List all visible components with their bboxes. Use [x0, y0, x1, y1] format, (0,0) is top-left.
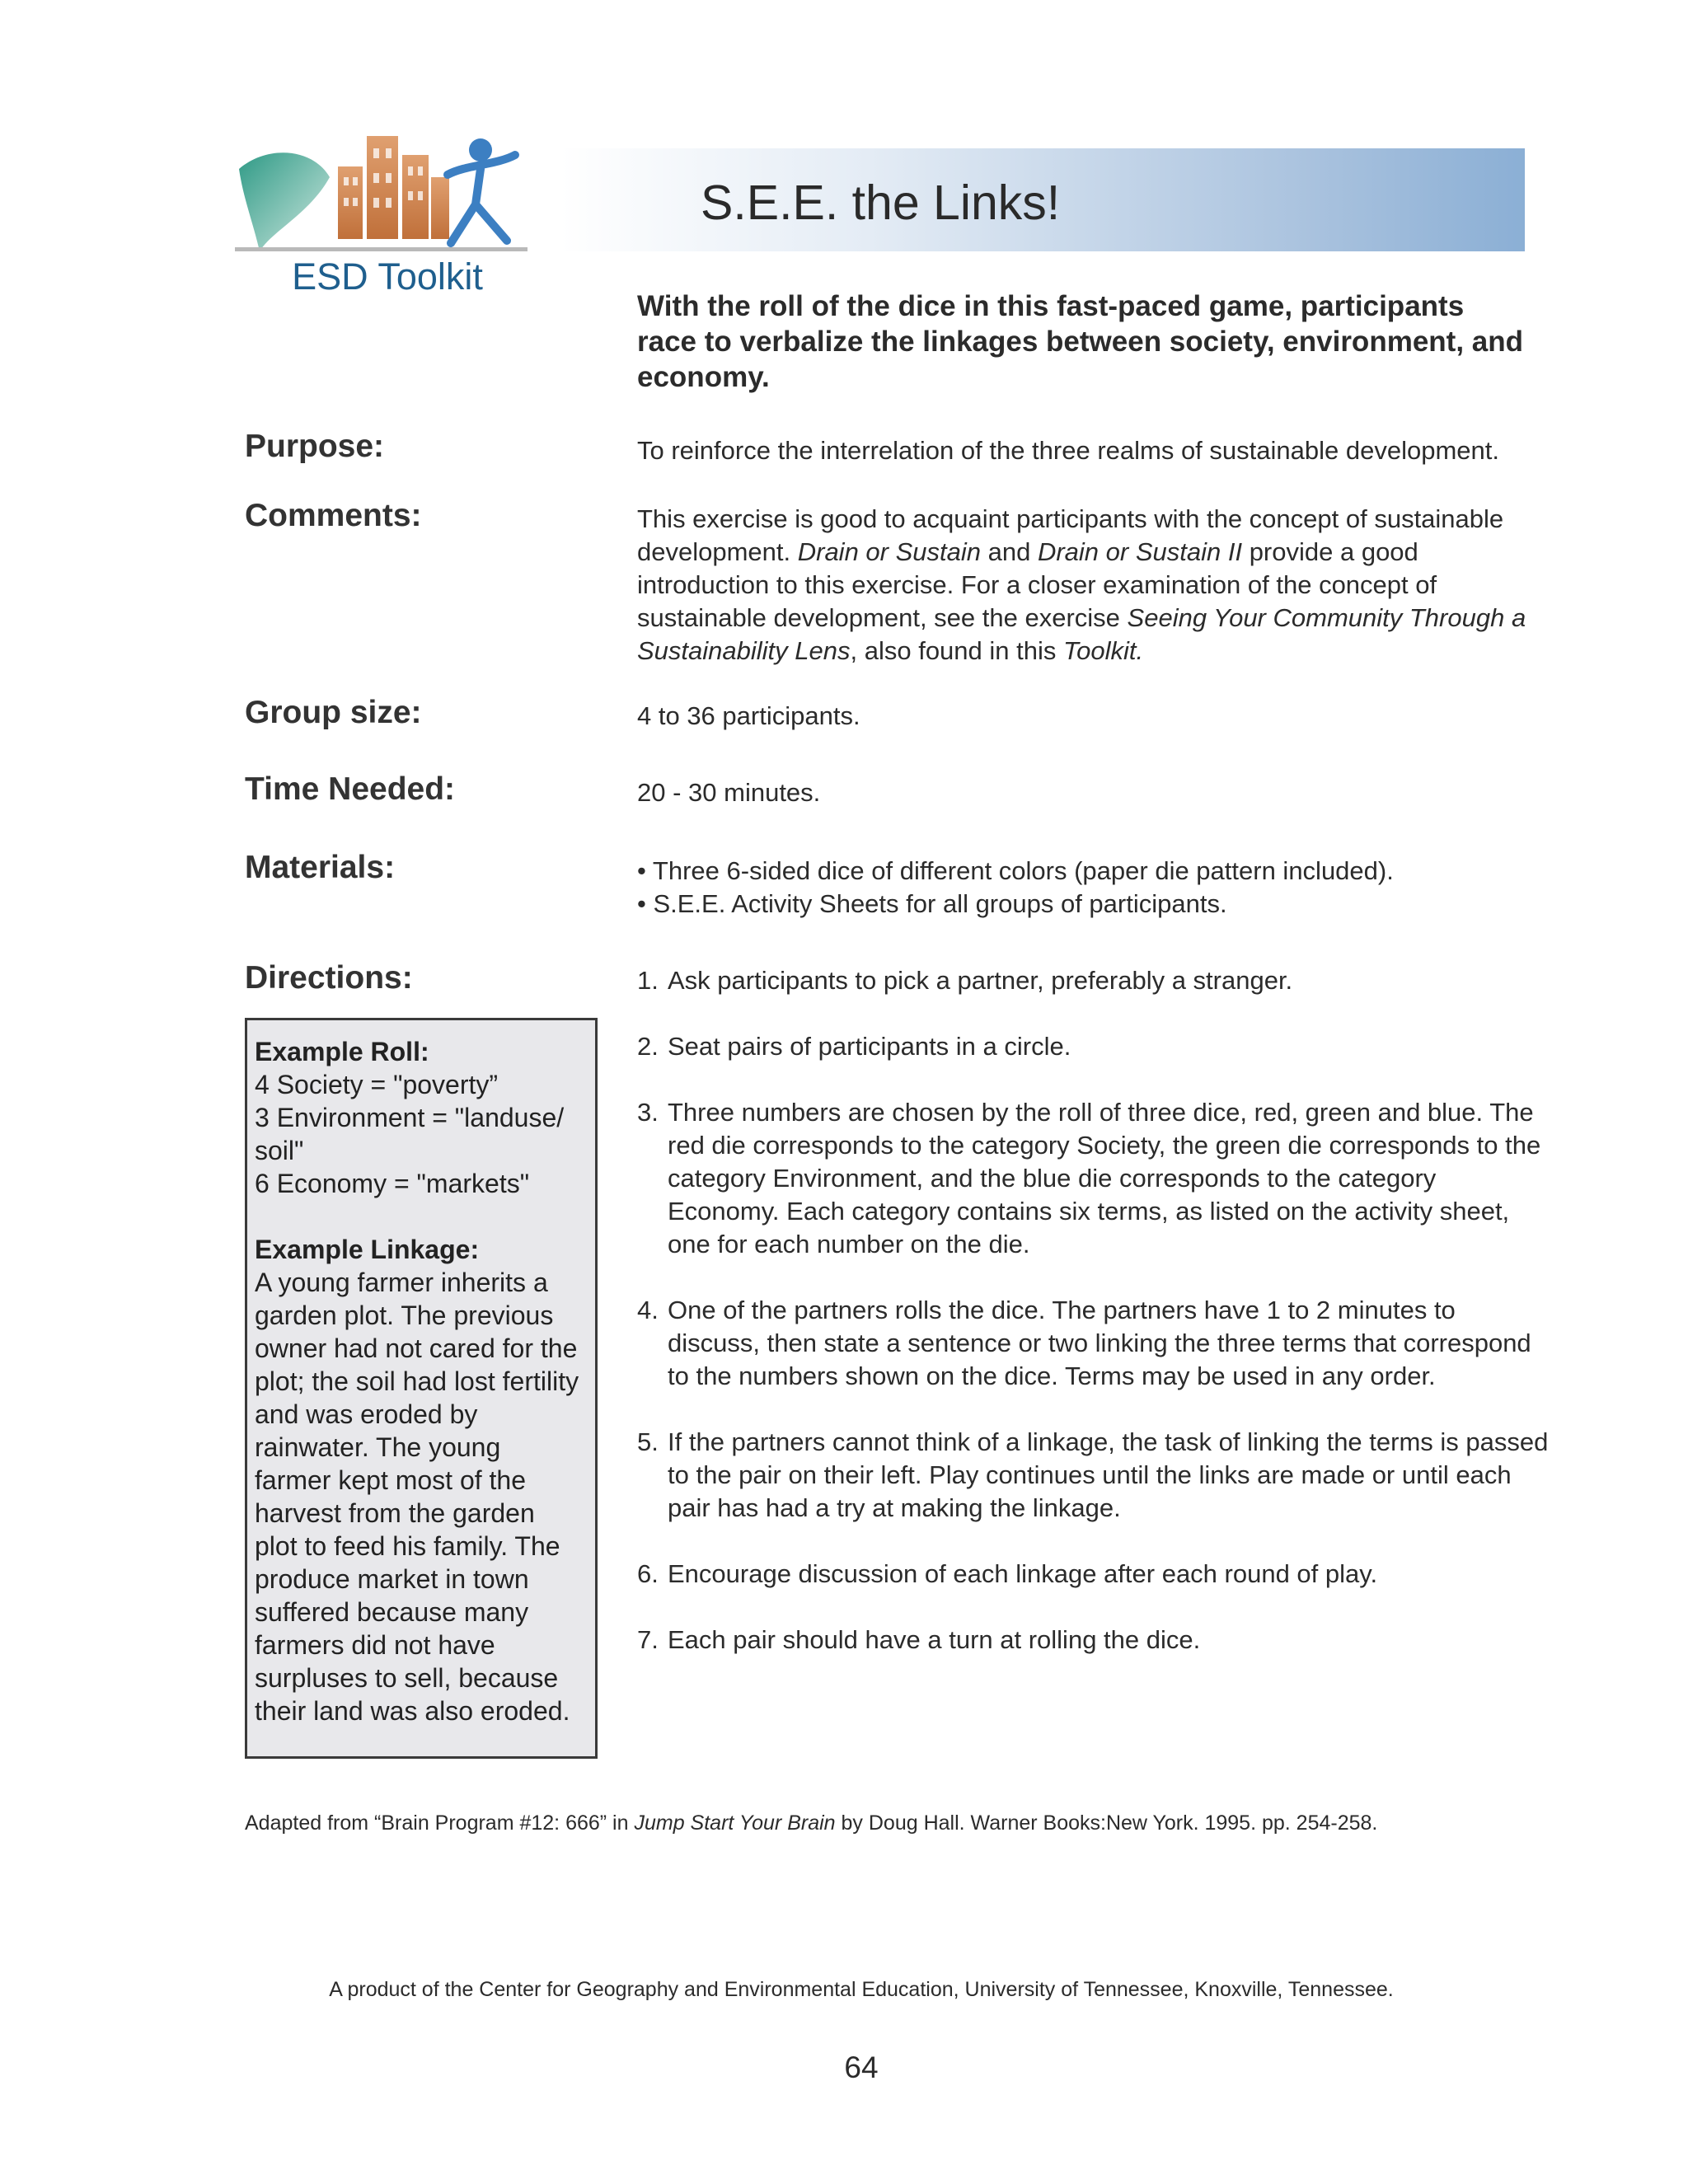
example-roll-line: 6 Economy = "markets" — [255, 1169, 530, 1198]
step-text: One of the partners rolls the dice. The partners have 1 to 2 minutes to discuss, then state a sentence or two linking the three terms that correspond to the numbers shown on the dice. Terms may be used in any order. — [668, 1296, 1531, 1390]
direction-step — [637, 1426, 1552, 1525]
example-linkage-line: rainwater. The young — [255, 1432, 501, 1462]
example-linkage-line: A young farmer inherits a — [255, 1268, 548, 1297]
citation-text: by Doug Hall. Warner Books:New York. 1995. pp. 254-258. — [835, 1811, 1378, 1835]
book-title: Jump Start Your Brain — [634, 1811, 836, 1835]
example-linkage-line: suffered because many — [255, 1597, 529, 1627]
exercise-title: Drain or Sustain II — [1037, 537, 1243, 566]
materials-label: Materials: — [245, 850, 396, 885]
directions-label: Directions: — [245, 960, 413, 996]
step-number: 1. — [637, 966, 659, 995]
example-linkage-line: their land was also eroded. — [255, 1696, 570, 1726]
step-number: 7. — [637, 1625, 659, 1654]
example-linkage-line: harvest from the garden — [255, 1498, 535, 1528]
comments-label: Comments: — [245, 498, 422, 533]
example-box — [245, 1018, 598, 1759]
exercise-title: Seeing Your Community Through a Sustainability Lens — [637, 603, 1526, 665]
step-text: Three numbers are chosen by the roll of three dice, red, green and blue. The red die corresponds to the category Society, the green die corresponds to the category Environment, and the blue die corresponds to the category Economy. Each category contains six terms, as listed on the activity sheet, one for each number on the die. — [668, 1098, 1541, 1258]
city-leaf-person-logo-icon — [235, 132, 528, 255]
purpose-text: To reinforce the interrelation of the three realms of sustainable development. — [637, 436, 1499, 465]
intro-text: With the roll of the dice in this fast-paced game, participants race to verbalize the linkages between society, environment, and economy. — [637, 290, 1523, 393]
step-text: Each pair should have a turn at rolling the dice. — [668, 1625, 1201, 1654]
spacer — [255, 1200, 595, 1233]
direction-step — [637, 1624, 1552, 1657]
step-number: 5. — [637, 1427, 659, 1456]
toolkit-reference: Toolkit. — [1063, 636, 1144, 665]
directions-list — [637, 964, 1552, 1690]
step-number: 2. — [637, 1032, 659, 1061]
step-number: 4. — [637, 1296, 659, 1324]
step-text: Seat pairs of participants in a circle. — [668, 1032, 1071, 1061]
materials-list — [637, 855, 1552, 921]
example-linkage-line: farmer kept most of the — [255, 1465, 527, 1495]
step-text: Ask participants to pick a partner, preferably a stranger. — [668, 966, 1293, 995]
example-roll-line: 3 Environment = "landuse/ — [255, 1103, 565, 1132]
comments-text — [637, 503, 1552, 668]
step-text: Encourage discussion of each linkage after each round of play. — [668, 1559, 1378, 1588]
time-needed-label: Time Needed: — [245, 771, 456, 807]
example-linkage-line: surpluses to sell, because — [255, 1663, 559, 1693]
group-size-text: 4 to 36 participants. — [637, 701, 860, 730]
example-roll-line: 4 Society = "poverty” — [255, 1070, 499, 1099]
step-number: 6. — [637, 1559, 659, 1588]
page-number: 64 — [844, 2050, 879, 2084]
citation-text: Adapted from “Brain Program #12: 666” in — [245, 1811, 635, 1835]
footer-text: A product of the Center for Geography and Environmental Education, University of Tennessee, Knoxville, Tennessee. — [329, 1978, 1394, 2001]
example-roll-line: soil" — [255, 1136, 304, 1165]
direction-step — [637, 1096, 1552, 1261]
materials-item: • Three 6-sided dice of different colors (paper die pattern included). — [637, 856, 1394, 885]
example-linkage-line: farmers did not have — [255, 1630, 495, 1660]
example-linkage-line: and was eroded by — [255, 1399, 478, 1429]
comments-text-part: provide a good introduction to this exercise. For a closer examination of the concept of sustainable development, see the exercise — [637, 537, 1437, 632]
group-size-label: Group size: — [245, 695, 422, 730]
example-linkage-line: plot; the soil had lost fertility — [255, 1366, 579, 1396]
exercise-title: Drain or Sustain — [797, 537, 982, 566]
time-needed-text: 20 - 30 minutes. — [637, 778, 821, 807]
step-number: 3. — [637, 1098, 659, 1127]
direction-step — [637, 1030, 1552, 1063]
example-roll-heading: Example Roll: — [255, 1037, 429, 1066]
comments-text-part: This exercise is good to acquaint participants with the concept of sustainable development. — [637, 504, 1504, 566]
step-text: If the partners cannot think of a linkage, the task of linking the terms is passed to the pair on their left. Play continues until the links are made or until each pair has had a try at making the linkage. — [668, 1427, 1549, 1522]
comments-text-part: , also found in this — [850, 636, 1063, 665]
comments-text-part: and — [981, 537, 1038, 566]
brand-name: ESD Toolkit — [292, 255, 483, 298]
example-linkage-heading: Example Linkage: — [255, 1235, 480, 1264]
direction-step — [637, 1294, 1552, 1393]
example-linkage-line: garden plot. The previous — [255, 1301, 554, 1330]
example-linkage-line: owner had not cared for the — [255, 1333, 578, 1363]
page-title: S.E.E. the Links! — [701, 176, 1061, 230]
materials-item: • S.E.E. Activity Sheets for all groups of participants. — [637, 889, 1227, 918]
example-linkage-line: produce market in town — [255, 1564, 529, 1594]
source-citation — [245, 1811, 1564, 1835]
direction-step — [637, 964, 1552, 997]
direction-step — [637, 1558, 1552, 1591]
purpose-label: Purpose: — [245, 429, 385, 464]
example-linkage-line: plot to feed his family. The — [255, 1531, 560, 1561]
